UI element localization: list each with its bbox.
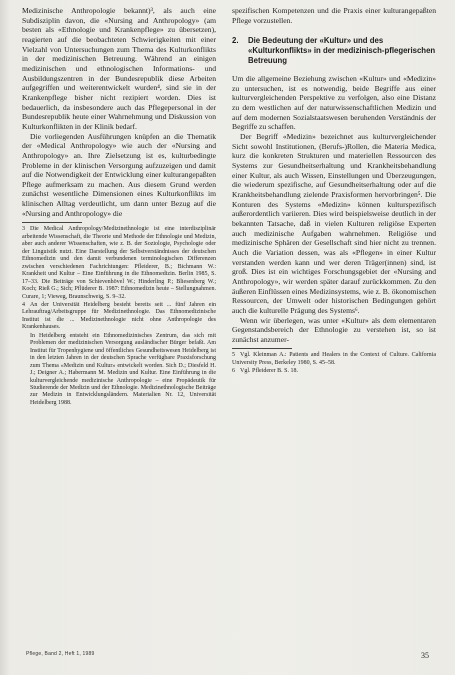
body-paragraph: spezifischen Kompetenzen und die Praxis einer kulturangepaßten Pflege vorzustellen. <box>232 6 436 25</box>
footnote-number: 6 <box>232 368 235 375</box>
body-paragraph: Medizinische Anthropologie bekannt)³, als auch eine Subdisziplin davon, die «Nursing and Anthropology» (am besten als «Ethnologie und Krankenpflege» zu übersetzen), reagierten auf die beobachteten Schwierigkeiten mit einer Vielzahl von Untersuchungen zum Thema des Kulturkonflikts in der medizinischen Betreuung. Während an einigen medizinischen und ethnologischen Informations- und Ausbildungszentren in der Bundesrepublik diese Arbeiten aufgegriffen und weiterentwickelt wurden⁴, sind sie in der Krankenpflege bisher nicht rezipiert worden. Dies ist bedauerlich, da insbesondere auch das Pflegepersonal in der Bundesrepublik heute einer Wahrnehmung und Diskussion von Kulturkonflikten in der Klinik bedarf. <box>22 6 216 131</box>
footnote-number: 3 <box>22 226 25 233</box>
footnote-text: Die Medical Anthropology/Medizinethnologie ist eine interdisziplinär arbeitende Wissenschaft, die Theorie und Methode der Ethnologie und Medizin, aber auch anderer Wissenschaften, wie z. B. der Soziologie, Psychologie oder der Linguistik nutzt. Eine Darstellung der Selbstverständnisses der deutschen Ethnomedizin und den damit verbundenen terminologischen Differenzen zwischen verschiedenen Fachrichtungen: Pfleiderer, B.; Bichmann W.: Krankheit und Kultur – Eine Einführung in die Ethnomedizin. Berlin 1985, S. 17–33. Die Beiträge von Schievenhövel W.; Hinderling P.; Bliesenberg W.; Koch; Rieß G.; Sich; Pflüderer B. 1987: Ethnomedizin heute – Stellungnahmen. Curare, 1; Vieweg, Braunschweig, S. 9–32. <box>22 226 216 300</box>
page-number: 35 <box>421 651 429 660</box>
section-heading <box>232 36 436 65</box>
body-paragraph: Die vorliegenden Ausführungen knüpfen an die Thematik der «Medical Anthropology» wie auch der «Nursing and Anthropology» an. Ihre Zielsetzung ist es, kulturbedingte Probleme in der klinischen Versorgung aufzuzeigen und damit auf die Notwendigkeit der Entwicklung einer kulturangepaßten Pflege aufmerksam zu machen. Aus diesem Grund werden zunächst wesentliche Dimensionen eines Kulturkonflikts im klinischen Alltag verdeutlicht, um dann unter Bezug auf die «Nursing and Anthropology» die <box>22 131 216 218</box>
footnote <box>22 226 216 301</box>
journal-footer: Pflege, Band 2, Heft 1, 1989 <box>26 651 95 657</box>
footnote-text: An der Universität Heidelberg besteht bereits seit ... fünf Jahren ein Lehrauftrag/Arbeitsgruppe für Medizinethnologie. Das Ethnomedizinische Institut ist die ... Medizinethnologie nicht ohne Anthropologie des Krankenhauses. <box>22 301 216 331</box>
section-title: Die Bedeutung der «Kultur» und des «Kulturkonflikts» in der medizinisch-pflegerischen Betreuung <box>248 36 436 65</box>
footnote <box>22 302 216 332</box>
footnote-text: Vgl. Pfleiderer B. S. 18. <box>240 368 298 375</box>
footnote-number: 4 <box>22 301 25 308</box>
body-paragraph: Wenn wir überlegen, was unter «Kultur» als dem elementaren Gegenstandsbereich der Ethnologie zu verstehen ist, so ist zunächst anzumer- <box>232 315 436 344</box>
footnote <box>232 352 436 367</box>
left-column <box>22 6 216 408</box>
footnote-number: 5 <box>232 352 235 359</box>
footnote <box>232 368 436 375</box>
body-paragraph: Der Begriff «Medizin» bezeichnet aus kulturvergleichender Sicht sowohl Institutionen, (Berufs-)Rollen, die Materia Medica, kurz die konkreten Strukturen und materiellen Ressourcen des Systems zur Gesundheitserhaltung und Krankheitsbehandlung einer Kultur, als auch Wissen, Einstellungen und Überzeugungen, die wiederum spezifische, auf Gesundheitserhaltung oder auf die Krankheitsbehandlung zielende Praxisformen hervorbringen⁵. Die Konturen des Systems «Medizin» können kulturspezifisch außerordentlich variieren. Dies wird beispielsweise deutlich in der bekannten Tatsache, daß in vielen Kulturen religiöse Experten auch medizinische Aufgaben wahrnehmen. Religiöse und medizinische Sphären der Gesellschaft sind hier nicht zu trennen. Auch die Variation dessen, was als «Pflegen» in einer Kultur verstanden werden kann und wer deren Träger(innen) sind, ist groß. Dies ist ein wichtiges Forschungsgebiet der «Nursing and Anthropology», wir werden später darauf zurückkommen. Zu den äußeren Einflüssen eines Medizinsystems, wie z. B. ökonomischen Ressourcen, der Umwelt oder historischen Bedingungen gehört auch die kulturelle Prägung des Systems⁶. <box>232 132 436 315</box>
section-number: 2. <box>232 36 239 46</box>
body-paragraph: Um die allgemeine Beziehung zwischen «Kultur» und «Medizin» zu untersuchen, ist es notwendig, beide Begriffe aus einer kulturvergleichenden Perspektive zu verfolgen, also eine Distanz zu dem westlichen auf der naturwissenschaftlichen Medizin und auf dem modernen Sozialstaatswesen beruhenden Verständnis der Begriffe zu schaffen. <box>232 74 436 132</box>
footnote-rule <box>22 222 82 223</box>
right-column <box>232 6 436 377</box>
footnote-continuation: In Heidelberg entsteht ein Ethnomedizinisches Zentrum, das sich mit Problemen der medizinischen Versorgung ausländischer Bürger befaßt. Am Institut für Tropenhygiene und öffentliches Gesundheitswesen Heidelberg ist in den letzten Jahren in der deutschen Sprache verfügbare Praxisforschung zum Thema «Medizin und Kultur» entwickelt worden. Sich D.; Diesfeld H. J.; Deigner A.; Habermann M. Medizin und Kultur. Eine Einführung in die kulturvergleichende medizinische Anthropologie – eine Propädeutik für Studierende der Medizin und der Ethnologie. Medizinethnologische Beiträge zur Medizin in Entwicklungsländern. Materialien Nr. 12, Universität Heidelberg 1988. <box>30 332 216 406</box>
footnote-text: Vgl. Kleinman A.: Patients and Healers in the Context of Culture. California University Press, Berkeley 1980, S. 45–58. <box>232 352 436 366</box>
footnote-rule <box>232 348 292 349</box>
